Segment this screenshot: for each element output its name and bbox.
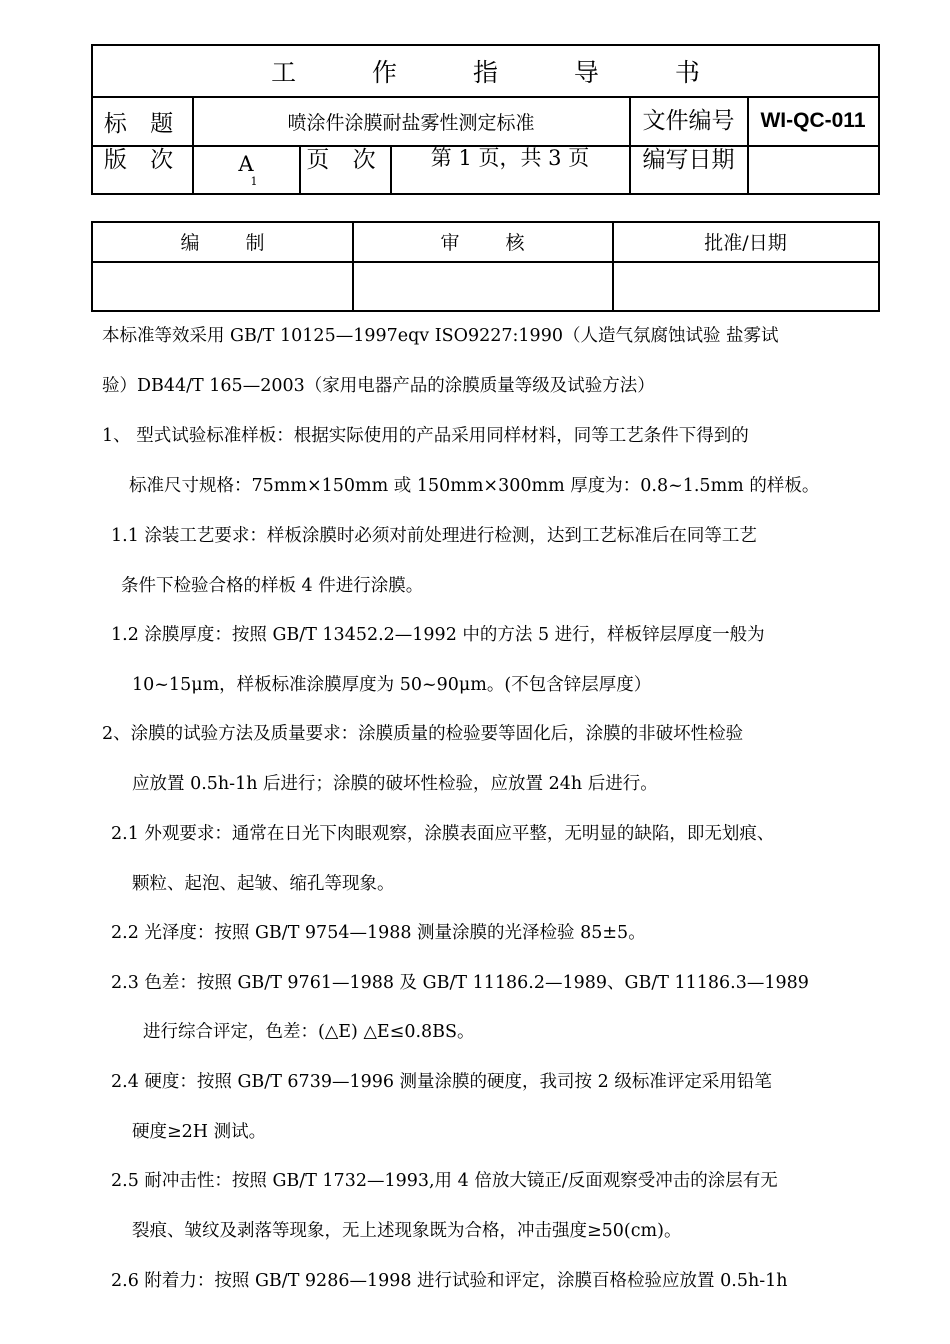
body-line: 标准尺寸规格：75mm×150mm 或 150mm×300mm 厚度为：0.8~1.5mm 的样板。 xyxy=(129,476,820,496)
prepared-value xyxy=(93,263,352,310)
body-line: 1.1 涂装工艺要求：样板涂膜时必须对前处理进行检测，达到工艺标准后在同等工艺 xyxy=(111,526,757,546)
date-label: 编写日期 xyxy=(642,146,735,173)
page-label: 页 次 xyxy=(306,146,384,173)
body-line: 2.2 光泽度：按照 GB/T 9754—1988 测量涂膜的光泽检验 85±5。 xyxy=(111,923,646,943)
title-value: 喷涂件涂膜耐盐雾性测定标准 xyxy=(287,111,535,134)
body-line: 硬度≥2H 测试。 xyxy=(132,1122,267,1142)
approved-label: 批准/日期 xyxy=(704,231,787,254)
body-line: 2.5 耐冲击性：按照 GB/T 1732—1993,用 4 倍放大镜正/反面观察受冲击的涂层有无 xyxy=(111,1171,778,1191)
body-line: 进行综合评定，色差：(△E) △E≤0.8BS。 xyxy=(143,1022,475,1042)
approved-value xyxy=(613,263,878,310)
prepared-label: 编 制 xyxy=(180,231,285,254)
body-line: 2.1 外观要求：通常在日光下肉眼观察，涂膜表面应平整，无明显的缺陷，即无划痕、 xyxy=(111,824,775,844)
body-line: 2.4 硬度：按照 GB/T 6739—1996 测量涂膜的硬度，我司按 2 级标准评定采用铅笔 xyxy=(111,1072,772,1092)
doc-number-label: 文件编号 xyxy=(642,107,735,134)
version-letter: A xyxy=(238,152,254,176)
body-line: 本标准等效采用 GB/T 10125—1997eqv ISO9227:1990（人造气氛腐蚀试验 盐雾试 xyxy=(102,326,779,346)
version-label: 版 次 xyxy=(103,146,182,173)
body-line: 条件下检验合格的样板 4 件进行涂膜。 xyxy=(121,576,424,596)
body-line: 颗粒、起泡、起皱、缩孔等现象。 xyxy=(132,874,395,894)
document-type-title: 工 作 指 导 书 xyxy=(93,46,878,97)
version-value xyxy=(193,145,299,195)
approval-table xyxy=(91,221,880,312)
page-value: 第 1 页，共 3 页 xyxy=(430,146,590,170)
body-line: 裂痕、皱纹及剥落等现象，无上述现象既为合格，冲击强度≥50(cm)。 xyxy=(132,1221,682,1241)
body-line: 验）DB44/T 165—2003（家用电器产品的涂膜质量等级及试验方法） xyxy=(102,376,655,396)
reviewed-value xyxy=(353,263,612,310)
version-subscript: 1 xyxy=(250,175,258,188)
body-line: 2.6 附着力：按照 GB/T 9286—1998 进行试验和评定，涂膜百格检验应放置 0.5h-1h xyxy=(111,1271,788,1291)
title-label: 标 题 xyxy=(103,110,182,137)
reviewed-label: 审 核 xyxy=(440,231,545,254)
body-line: 2、涂膜的试验方法及质量要求：涂膜质量的检验要等固化后，涂膜的非破坏性检验 xyxy=(102,724,744,744)
body-line: 1、 型式试验标准样板：根据实际使用的产品采用同样材料，同等工艺条件下得到的 xyxy=(102,426,749,446)
body-line: 1.2 涂膜厚度：按照 GB/T 13452.2—1992 中的方法 5 进行，样板锌层厚度一般为 xyxy=(111,625,765,645)
body-line: 2.3 色差：按照 GB/T 9761—1988 及 GB/T 11186.2—1989、GB/T 11186.3—1989 xyxy=(111,973,809,993)
date-value xyxy=(748,145,878,195)
body-line: 10~15μm，样板标准涂膜厚度为 50~90μm。(不包含锌层厚度） xyxy=(132,675,652,695)
doc-number-value: WI-QC-011 xyxy=(760,109,866,132)
header-table xyxy=(91,44,880,195)
body-line: 应放置 0.5h-1h 后进行；涂膜的破坏性检验，应放置 24h 后进行。 xyxy=(132,774,658,794)
